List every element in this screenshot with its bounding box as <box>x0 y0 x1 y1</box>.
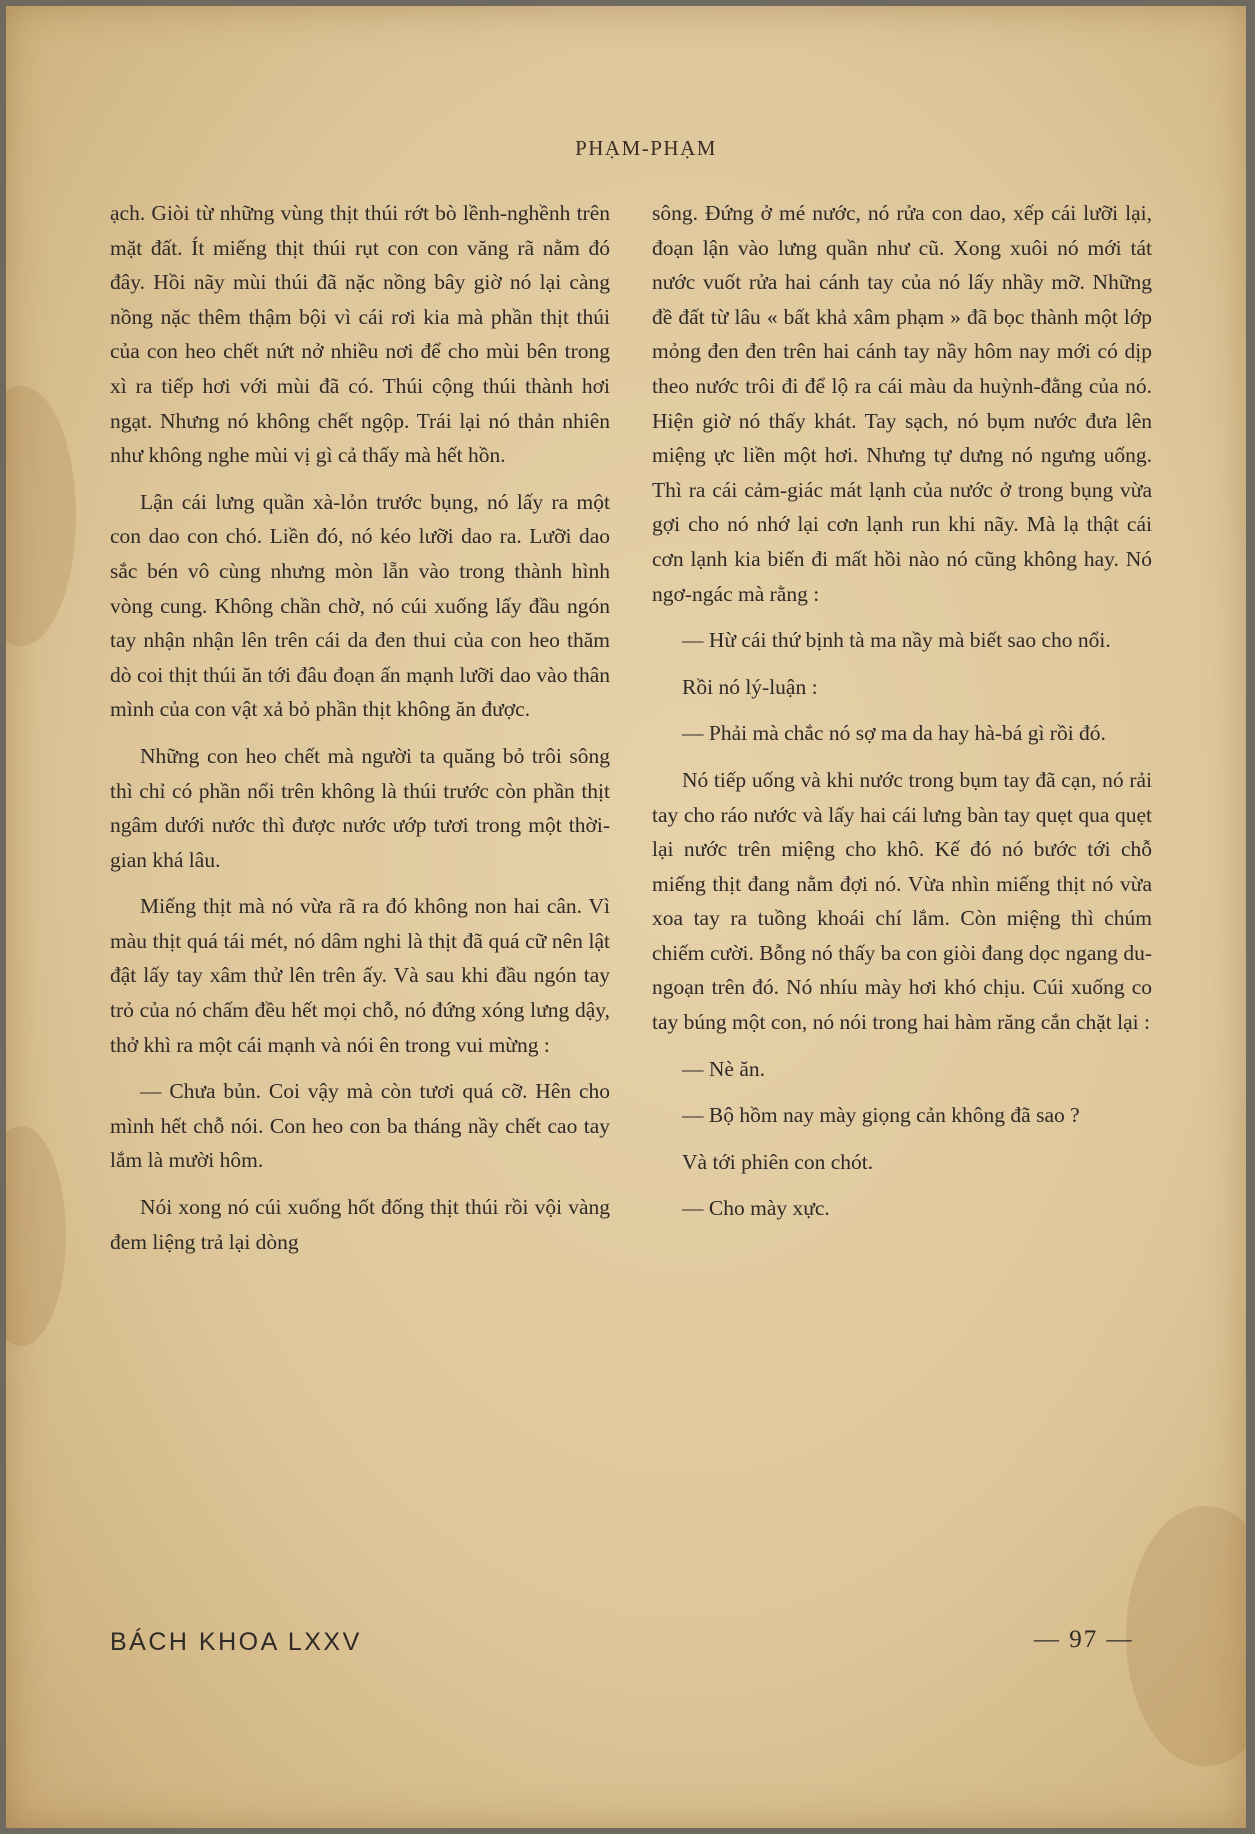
paragraph: Lận cái lưng quần xà-lỏn trước bụng, nó lấy ra một con dao con chó. Liền đó, nó kéo lưỡi dao ra. Lưỡi dao sắc bén vô cùng nhưng mòn lẵn vào trong thành hình vòng cung. Không chần chờ, nó cúi xuống lấy đầu ngón tay nhận nhận lên trên cái da đen thui của con heo thăm dò coi thịt thúi ăn tới đâu đoạn ấn mạnh lưỡi dao vào thân mình của con vật xả bỏ phần thịt không ăn được. <box>110 489 610 722</box>
dialogue-line: — Hừ cái thứ bịnh tà ma nầy mà biết sao cho nổi. <box>682 628 1111 653</box>
dialogue-line: — Bộ hồm nay mày giọng cản không đã sao ? <box>682 1103 1080 1128</box>
paragraph: Miếng thịt mà nó vừa rã ra đó không non hai cân. Vì màu thịt quá tái mét, nó dâm nghi là thịt đã quá cữ nên lật đật lấy tay xâm thử lên trên ấy. Và sau khi đầu ngón tay trỏ của nó chấm đều hết mọi chỗ, nó đứng xóng lưng dậy, thở khì ra một cái mạnh và nói ên trong vui mừng : <box>110 894 610 1057</box>
paragraph: Nói xong nó cúi xuống hốt đống thịt thúi rồi vội vàng đem liệng trả lại dòng <box>110 1195 610 1254</box>
paragraph: Và tới phiên con chót. <box>682 1149 874 1174</box>
paragraph: Nó tiếp uống và khi nước trong bụm tay đã cạn, nó rải tay cho ráo nước và lấy hai cái lưng bàn tay quẹt qua quẹt lại nước trên miệng cho khô. Kế đó nó bước tới chỗ miếng thịt đang nằm đợi nó. Vừa nhìn miếng thịt nó vừa xoa tay ra tuồng khoái chí lắm. Còn miệng thì chúm chiếm cười. Bỗng nó thấy ba con giòi đang dọc ngang du-ngoạn trên đó. Nó nhíu mày hơi khó chịu. Cúi xuống co tay búng một con, nó nói trong hai hàm răng cắn chặt lại : <box>652 767 1152 1035</box>
page-number: — 97 — <box>1034 1626 1134 1653</box>
dialogue-line: — Cho mày xực. <box>682 1196 830 1221</box>
magazine-page <box>6 6 1246 1828</box>
paragraph: Rồi nó lý-luận : <box>682 674 818 699</box>
paper-stain <box>6 386 76 646</box>
paragraph: Những con heo chết mà người ta quăng bỏ trôi sông thì chỉ có phần nổi trên không là thúi trước còn phần thịt ngâm dưới nước thì được nước ướp tươi trong một thời-gian khá lâu. <box>110 743 610 872</box>
dialogue-line: — Chưa bủn. Coi vậy mà còn tươi quá cỡ. Hên cho mình hết chỗ nói. Con heo con ba tháng nầy chết cao tay lắm là mười hôm. <box>110 1079 610 1173</box>
dialogue-line: — Phải mà chắc nó sợ ma da hay hà-bá gì rồi đó. <box>682 721 1106 746</box>
dialogue-line: — Nè ăn. <box>682 1056 765 1081</box>
paper-stain <box>6 1126 66 1346</box>
right-column <box>652 196 1152 1238</box>
left-column <box>110 196 610 1271</box>
running-title: PHẠM-PHẠM <box>575 136 717 160</box>
publication-name: BÁCH KHOA LXXV <box>110 1628 362 1656</box>
paper-stain <box>1126 1506 1246 1766</box>
paragraph: ạch. Giòi từ những vùng thịt thúi rớt bò lềnh-nghềnh trên mặt đất. Ít miếng thịt thúi rụt con con văng rã nằm đó đây. Hồi nãy mùi thúi đã nặc nồng bây giờ nó lại càng nồng nặc thêm thậm bội vì cái rơi kia mà phần thịt thúi của con heo chết nứt nở nhiều nơi để cho mùi bên trong xì ra tiếp hơi với mùi đã có. Thúi cộng thúi thành hơi ngạt. Nhưng nó không chết ngộp. Trái lại nó thản nhiên như không nghe mùi vị gì cả thấy mà hết hồn. <box>110 201 610 468</box>
paragraph: sông. Đứng ở mé nước, nó rửa con dao, xếp cái lưỡi lại, đoạn lận vào lưng quần như cũ. Xong xuôi nó mới tát nước vuốt rửa hai cánh tay của nó lấy nhầy mỡ. Những đề đất từ lâu « bất khả xâm phạm » đã bọc thành một lớp mỏng đen đen trên hai cánh tay nầy hôm nay mới có dịp theo nước trôi đi để lộ ra cái màu da huỳnh-đằng của nó. Hiện giờ nó thấy khát. Tay sạch, nó bụm nước đưa lên miệng ực liền một hơi. Nhưng tự dưng nó ngưng uống. Thì ra cái cảm-giác mát lạnh của nước ở trong bụng vừa gợi cho nó nhớ lại cơn lạnh run khi nãy. Mà lạ thật cái cơn lạnh kia biến đi mất hồi nào nó cũng không hay. Nó ngơ-ngác mà rằng : <box>652 201 1152 606</box>
